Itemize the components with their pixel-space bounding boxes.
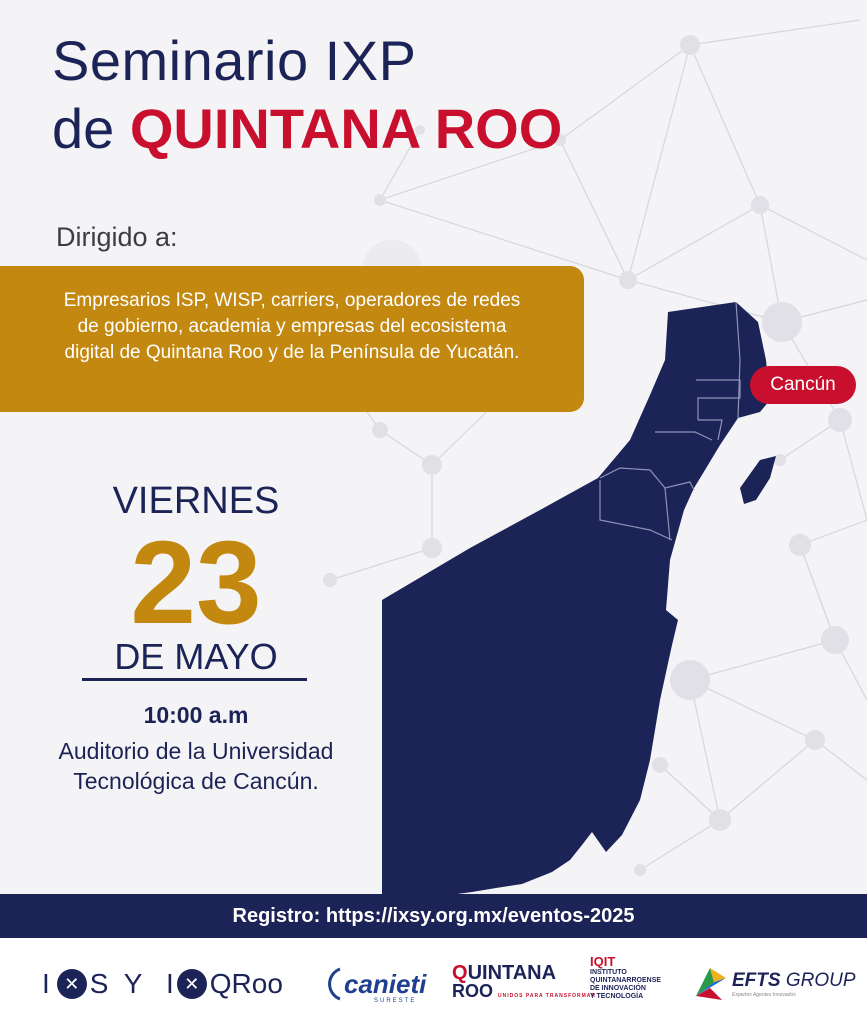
ixsy-logo-i: I <box>42 968 54 999</box>
title-highlight: QUINTANA ROO <box>129 97 563 160</box>
efts-star-icon <box>692 966 728 1002</box>
canieti-arc-icon <box>322 965 344 1003</box>
venue-line2: Tecnológica de Cancún. <box>73 768 319 794</box>
canieti-logo-sub: SURESTE <box>374 998 417 1004</box>
canieti-logo-text: canieti <box>344 968 427 999</box>
qroo-logo-q: Q <box>452 961 468 984</box>
iqit-line3: DE INNOVACIÓN <box>590 985 646 992</box>
iqit-acronym: IQIT <box>590 954 616 969</box>
event-day: 23 <box>130 517 262 649</box>
page-title-line1: Seminario IXP <box>52 29 417 92</box>
iqit-line4: Y TECNOLOGÍA <box>590 993 644 1000</box>
audience-box <box>0 266 584 412</box>
city-badge-cancun: Cancún <box>750 366 856 404</box>
iqit-line1: INSTITUTO <box>590 969 627 976</box>
ixqroo-logo <box>166 962 283 1006</box>
efts-tagline: Expertos Agentes Innovados <box>732 992 796 998</box>
page-title-line2 <box>52 96 562 161</box>
audience-heading: Dirigido a: <box>56 222 178 252</box>
event-time: 10:00 a.m <box>143 702 249 728</box>
quintana-roo-logo <box>452 962 596 1006</box>
ixqroo-logo-text: QRoo <box>209 968 283 999</box>
cozumel-island <box>740 456 776 504</box>
event-month: DE MAYO <box>114 636 278 677</box>
x-network-icon: ✕ <box>57 969 87 999</box>
iqit-line2: QUINTANARROENSE <box>590 977 662 984</box>
date-divider <box>82 678 307 681</box>
ixsy-logo-text: S Y <box>89 968 147 999</box>
registration-link[interactable]: Registro: https://ixsy.org.mx/eventos-2025 <box>0 894 867 938</box>
ixqroo-logo-i: I <box>166 968 174 999</box>
efts-name2: GROUP <box>785 970 856 991</box>
qroo-logo-line1 <box>452 961 596 984</box>
qroo-logo-word1: UINTANA <box>467 961 557 984</box>
event-weekday: VIERNES <box>112 480 280 522</box>
efts-logo <box>692 962 856 1006</box>
efts-name: EFTS <box>732 970 781 991</box>
qroo-logo-sub: UNIDOS PARA TRANSFORMAR <box>498 992 597 999</box>
venue-line1: Auditorio de la Universidad <box>58 738 334 764</box>
x-network-icon: ✕ <box>177 969 207 999</box>
title-prefix: de <box>52 97 115 160</box>
sponsor-logos <box>0 938 867 1024</box>
event-venue <box>0 736 392 796</box>
efts-logo-text <box>732 970 856 992</box>
ixsy-logo <box>42 962 146 1006</box>
audience-description: Empresarios ISP, WISP, carriers, operadores de redes de gobierno, academia y empresas del ecosistema digital de Quintana Roo y de la Península de Yucatán. <box>63 290 521 363</box>
qroo-logo-line2 <box>452 982 596 1005</box>
qroo-logo-word2: ROO <box>452 980 494 1001</box>
iqit-logo <box>590 956 661 1000</box>
